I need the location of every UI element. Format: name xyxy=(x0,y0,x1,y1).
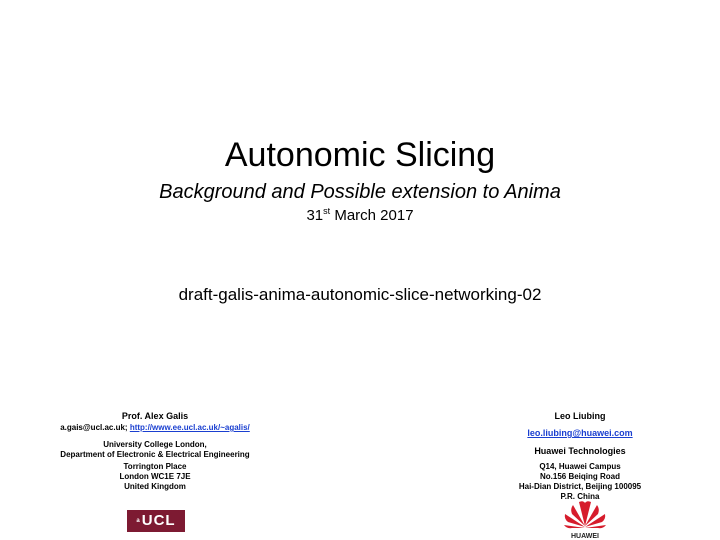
slide-date xyxy=(0,206,720,226)
right-author-company: Huawei Technologies xyxy=(534,446,626,456)
left-author-url-link[interactable]: http://www.ee.ucl.ac.uk/~agalis/ xyxy=(129,423,250,432)
slide-title: Autonomic Slicing xyxy=(224,136,496,174)
address-line: Hai-Dian District, Beijing 100095 xyxy=(518,482,642,491)
huawei-logo xyxy=(560,500,610,540)
ucl-logo-mark: a xyxy=(136,518,140,524)
ucl-logo-text: UCL xyxy=(141,512,176,529)
left-author-email: a.gais@ucl.ac.uk; xyxy=(60,423,130,432)
date-suffix: st xyxy=(323,206,331,216)
address-line: No.156 Beiqing Road xyxy=(539,472,620,481)
slide-subtitle: Background and Possible extension to Anima xyxy=(159,181,561,203)
date-rest: March 2017 xyxy=(330,207,414,224)
address-line: London WC1E 7JE xyxy=(119,472,191,481)
right-author-name: Leo Liubing xyxy=(554,411,606,421)
institution-line: Department of Electronic & Electrical Engineering xyxy=(60,450,250,459)
address-line: Torrington Place xyxy=(123,462,187,471)
right-author-address xyxy=(480,462,680,502)
left-author-institution xyxy=(40,440,270,460)
ucl-logo xyxy=(127,510,185,532)
address-line: Q14, Huawei Campus xyxy=(539,462,621,471)
address-line: United Kingdom xyxy=(124,482,186,491)
left-author-name: Prof. Alex Galis xyxy=(121,411,189,421)
address-line: P.R. China xyxy=(560,492,600,501)
institution-line: University College London, xyxy=(103,440,207,449)
huawei-logo-text: HUAWEI xyxy=(571,533,599,540)
left-author-contact xyxy=(40,423,270,433)
date-day: 31 xyxy=(306,207,324,224)
draft-name: draft-galis-anima-autonomic-slice-networking-02 xyxy=(178,285,542,304)
left-author-address xyxy=(40,462,270,492)
right-author-email-link[interactable]: leo.liubing@huawei.com xyxy=(527,428,633,438)
